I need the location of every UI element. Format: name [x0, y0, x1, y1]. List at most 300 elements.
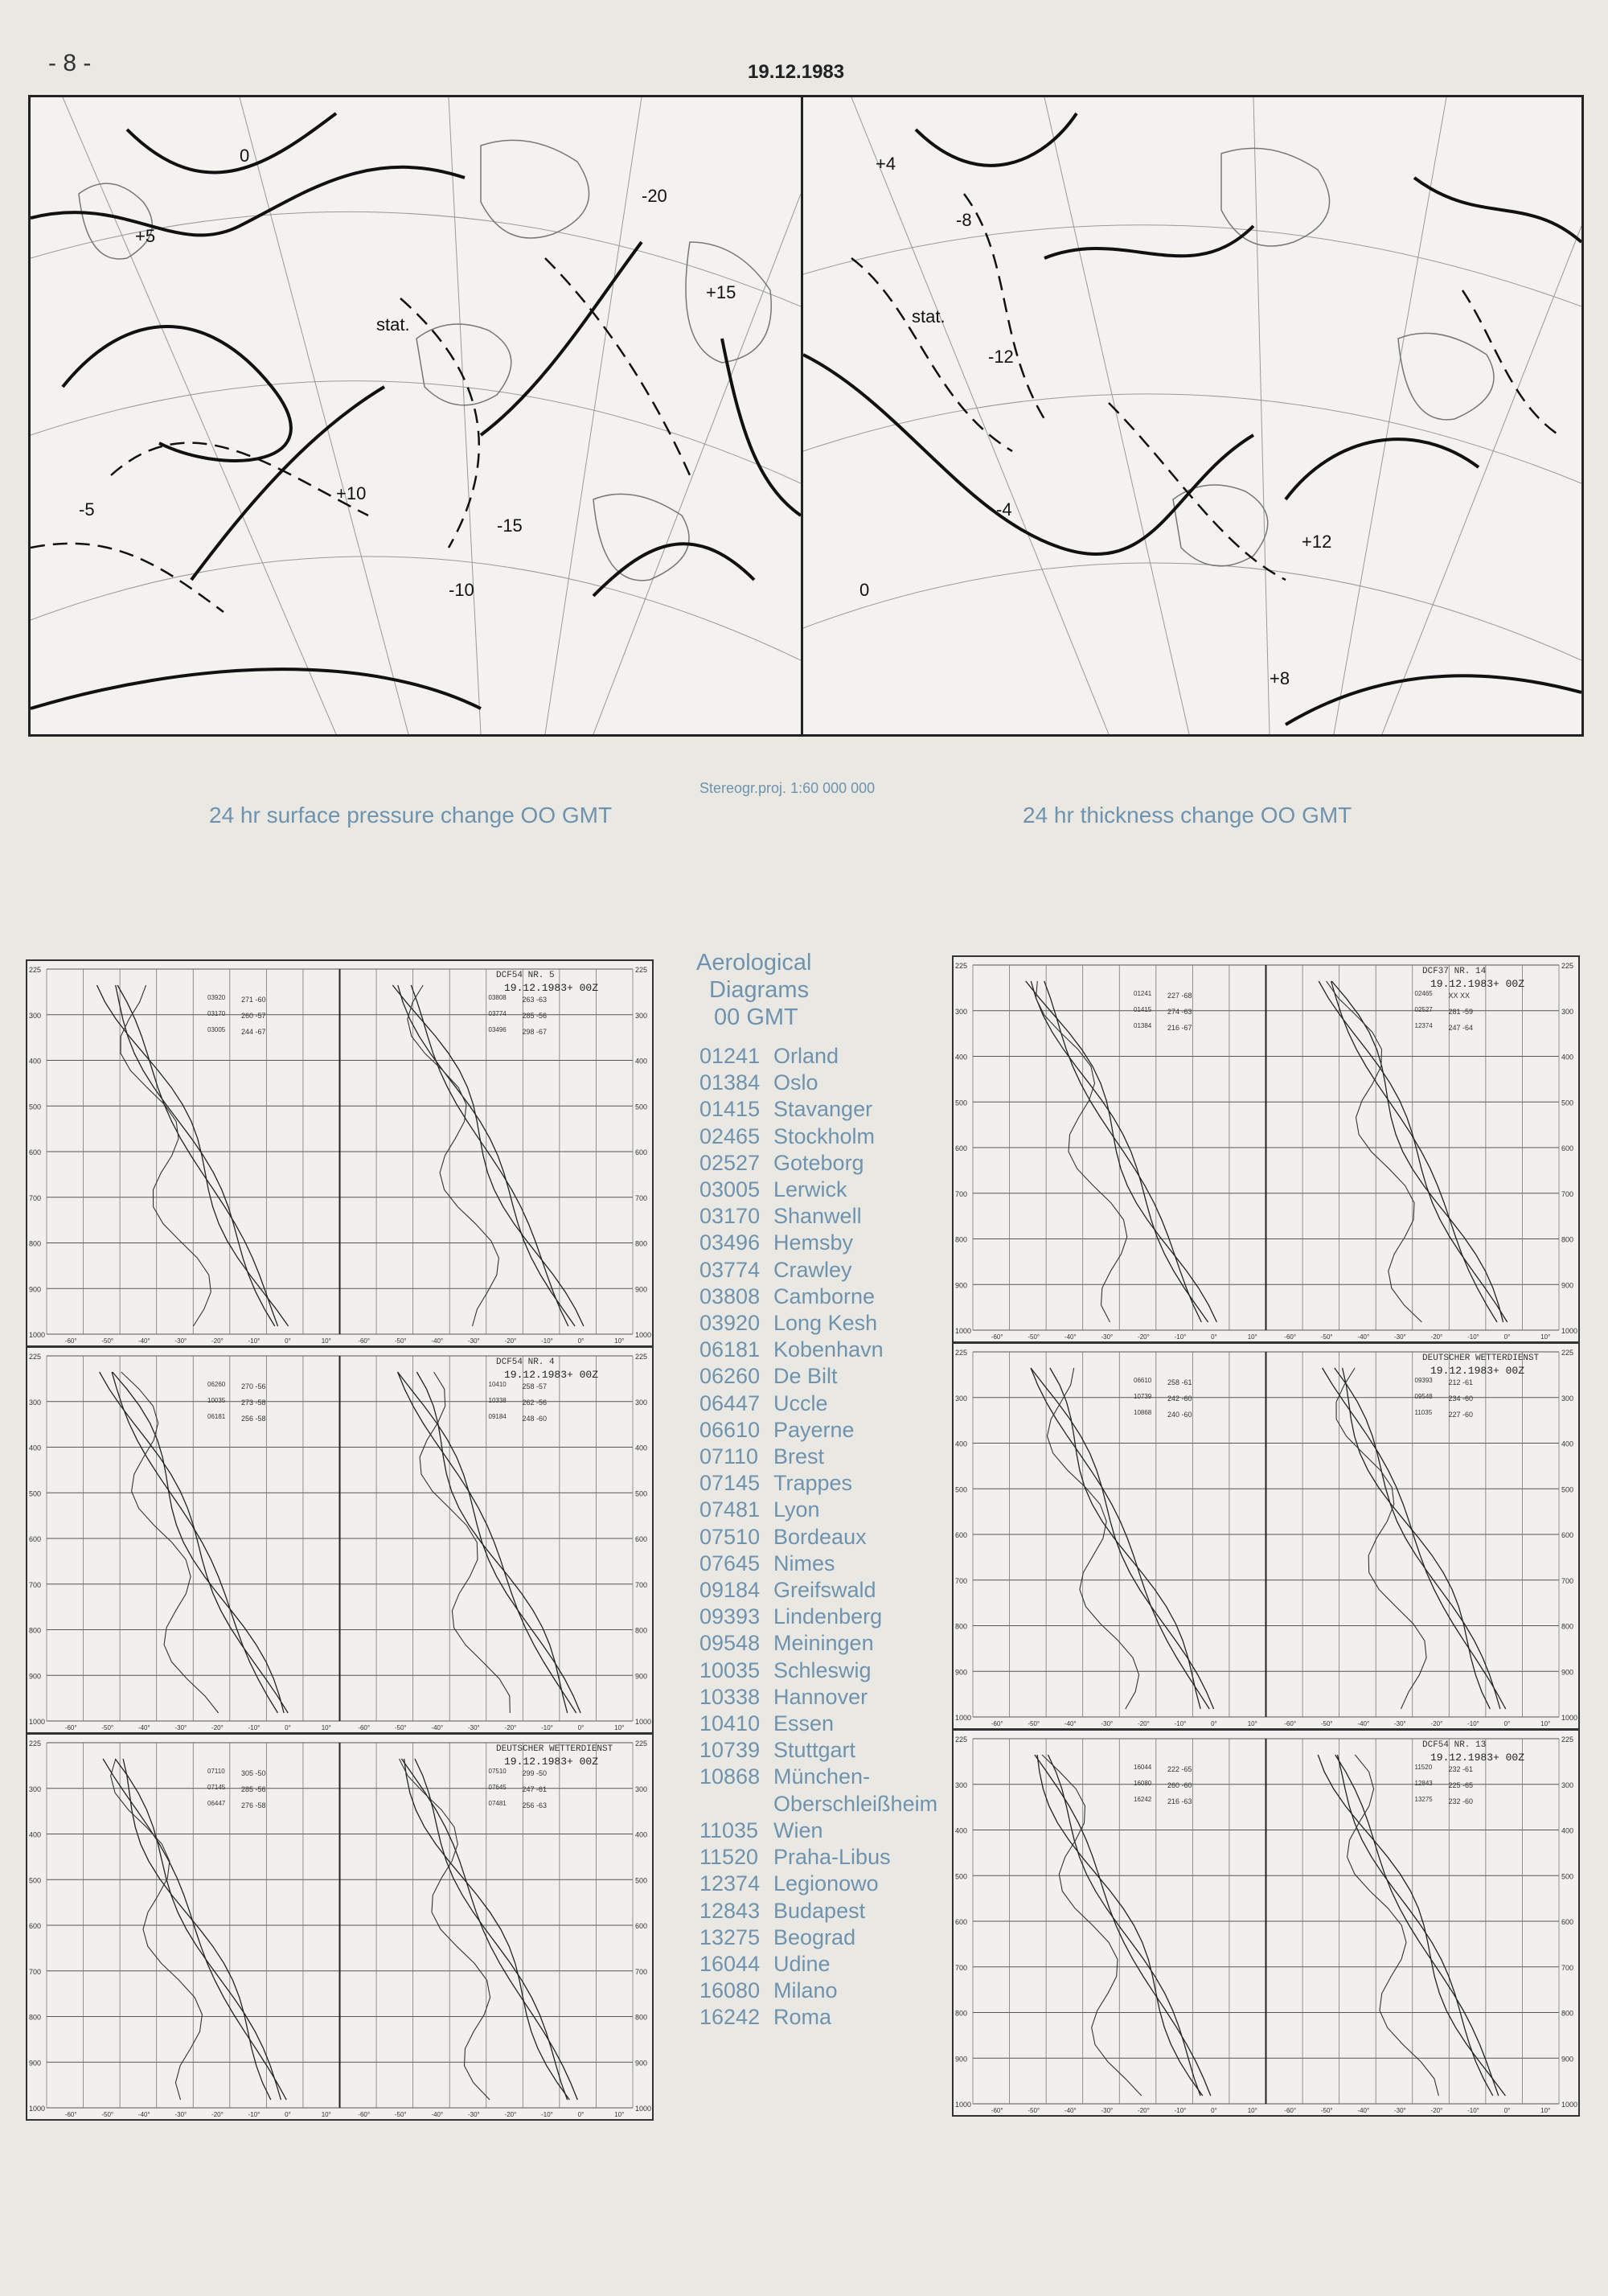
station-id: 07110 — [207, 1768, 225, 1775]
pressure-label: 225 — [955, 1735, 968, 1744]
station-code: 02527 — [699, 1150, 761, 1175]
temp-tick: 10° — [1540, 1720, 1551, 1727]
temp-tick: -50° — [101, 1337, 114, 1345]
station-value: 212 -61 — [1448, 1378, 1474, 1386]
pressure-label-right: 225 — [635, 966, 648, 974]
pressure-label: 300 — [29, 1398, 42, 1407]
temp-tick: -30° — [1393, 2107, 1406, 2114]
temp-tick: -50° — [1320, 2107, 1333, 2114]
dewpoint-curve — [1327, 981, 1422, 1322]
dewpoint-curve — [1348, 1755, 1439, 2096]
station-name: Milano — [773, 1978, 838, 2003]
pressure-label: 300 — [29, 1011, 42, 1020]
station-code: 07110 — [699, 1444, 759, 1469]
temp-tick: -60° — [991, 1720, 1003, 1727]
station-row — [699, 1551, 937, 1577]
station-id: 09184 — [488, 1413, 507, 1420]
pressure-label-right: 700 — [1561, 1963, 1574, 1972]
dewpoint-curve — [1036, 981, 1127, 1322]
temp-tick: -60° — [64, 2111, 77, 2118]
temp-tick: -10° — [248, 2111, 260, 2118]
pressure-label: 1000 — [955, 2101, 972, 2109]
sounding-curve — [116, 985, 275, 1326]
sounding-curve — [1338, 1755, 1493, 2096]
diagram-header: DCF37 NR. 14 — [1422, 967, 1487, 976]
temp-tick: 0° — [577, 1724, 585, 1731]
station-name: Greifswald — [773, 1578, 876, 1603]
pressure-label: 900 — [29, 1285, 42, 1294]
pressure-label-right: 1000 — [635, 1331, 652, 1339]
page-number: - 8 - — [48, 50, 92, 76]
station-name: Uccle — [773, 1390, 828, 1415]
pressure-label: 1000 — [955, 1714, 972, 1722]
station-value: 216 -63 — [1167, 1797, 1192, 1805]
temp-tick: -10° — [541, 1724, 553, 1731]
pressure-label-right: 900 — [635, 1672, 648, 1681]
temp-tick: -60° — [64, 1337, 77, 1345]
station-id: 06260 — [207, 1381, 226, 1388]
station-row — [699, 1978, 937, 2004]
station-value: 285 -56 — [522, 1012, 548, 1020]
pressure-label-right: 1000 — [635, 1718, 652, 1726]
station-code: 09393 — [699, 1604, 761, 1629]
station-value: 240 -60 — [1167, 1411, 1192, 1419]
temp-tick: -50° — [101, 1724, 114, 1731]
pressure-label: 225 — [29, 966, 42, 974]
station-row — [699, 1337, 937, 1363]
station-row — [699, 1657, 937, 1684]
diagram-header: DEUTSCHER WETTERDIENST — [496, 1744, 613, 1754]
station-id: 03005 — [207, 1026, 226, 1033]
pressure-label: 225 — [29, 1739, 42, 1748]
temp-tick: -30° — [174, 1337, 187, 1345]
station-id: 12843 — [1414, 1780, 1433, 1787]
temp-tick: 0° — [1503, 2107, 1511, 2114]
temp-tick: -40° — [1064, 1333, 1077, 1341]
station-id: 01384 — [1134, 1022, 1152, 1029]
label-plus5: +5 — [135, 226, 156, 246]
station-value: 305 -50 — [241, 1769, 266, 1777]
station-id: 11035 — [1414, 1409, 1433, 1416]
temp-tick: -30° — [467, 1337, 480, 1345]
temp-tick: -50° — [394, 1337, 407, 1345]
pressure-label-right: 225 — [1561, 1349, 1574, 1357]
pressure-label-right: 800 — [635, 1626, 648, 1635]
aerological-diagram-3 — [26, 1346, 654, 1734]
pressure-label-right: 700 — [635, 1580, 648, 1589]
station-value: 273 -58 — [241, 1399, 266, 1407]
diagram-date: 19.12.1983+ 00Z — [1430, 978, 1525, 990]
station-value: 227 -68 — [1167, 992, 1192, 1000]
temp-tick: -60° — [358, 1724, 371, 1731]
sounding-curve — [117, 985, 277, 1326]
pressure-label: 500 — [955, 1099, 968, 1107]
pressure-label: 400 — [955, 1826, 968, 1835]
pressure-label: 600 — [955, 1531, 968, 1539]
station-row — [699, 1630, 937, 1657]
station-value: XX XX — [1448, 992, 1471, 1000]
station-code: 10410 — [699, 1711, 761, 1736]
pressure-label-right: 300 — [635, 1785, 648, 1793]
temp-tick: -40° — [137, 2111, 150, 2118]
diagram-header: DCF54 NR. 4 — [496, 1357, 555, 1367]
pressure-label-right: 300 — [635, 1011, 648, 1020]
diagram-header: DCF54 NR. 13 — [1422, 1740, 1487, 1750]
pressure-label: 500 — [955, 1485, 968, 1494]
station-id: 03496 — [488, 1026, 507, 1033]
pressure-label-right: 1000 — [1561, 2101, 1578, 2109]
dewpoint-curve — [408, 985, 499, 1326]
station-row — [699, 1070, 937, 1096]
station-name: Meiningen — [773, 1631, 874, 1656]
station-id: 16044 — [1134, 1764, 1152, 1771]
aerological-diagram-4 — [952, 1342, 1580, 1730]
station-name: Nimes — [773, 1551, 835, 1575]
station-name: Essen — [773, 1711, 835, 1736]
temp-tick: -30° — [174, 1724, 187, 1731]
station-name: Budapest — [773, 1898, 866, 1923]
station-code: 07510 — [699, 1524, 761, 1549]
temp-tick: -10° — [1174, 2107, 1187, 2114]
station-value: 271 -60 — [241, 996, 266, 1004]
station-code: 11035 — [699, 1817, 759, 1842]
pressure-label: 1000 — [29, 1718, 46, 1726]
station-id: 01415 — [1134, 1006, 1152, 1013]
pressure-label-right: 300 — [1561, 1781, 1574, 1789]
station-id: 10035 — [207, 1397, 226, 1404]
diagram-date: 19.12.1983+ 00Z — [504, 982, 599, 994]
pressure-label: 700 — [29, 1580, 42, 1589]
sounding-curve — [1335, 1755, 1499, 2096]
pressure-label: 400 — [29, 1830, 42, 1839]
temp-tick: -30° — [1393, 1333, 1406, 1341]
pressure-label: 900 — [29, 2059, 42, 2068]
station-id: 12374 — [1414, 1022, 1433, 1029]
label-zero: 0 — [240, 146, 250, 166]
pressure-label-right: 400 — [1561, 1053, 1574, 1062]
station-id: 06610 — [1134, 1377, 1152, 1384]
temp-tick: -10° — [1467, 2107, 1479, 2114]
pressure-label: 800 — [955, 1235, 968, 1244]
pressure-label-right: 500 — [635, 1876, 648, 1885]
legend-title-line-3: 00 GMT — [714, 1004, 798, 1030]
temp-tick: -60° — [1284, 1720, 1297, 1727]
diagram-date: 19.12.1983+ 00Z — [504, 1756, 599, 1768]
temp-tick: 0° — [1211, 1720, 1217, 1727]
station-value: 256 -63 — [522, 1801, 548, 1809]
temp-tick: -60° — [358, 2111, 371, 2118]
label-minus15: -15 — [497, 515, 523, 536]
sounding-curve — [1026, 981, 1217, 1322]
station-value: 281 -59 — [1448, 1008, 1474, 1016]
temp-tick: -20° — [211, 2111, 224, 2118]
pressure-label-right: 700 — [1561, 1576, 1574, 1585]
pressure-label-right: 300 — [635, 1398, 648, 1407]
pressure-label-right: 800 — [635, 1239, 648, 1248]
pressure-label-right: 225 — [1561, 962, 1574, 970]
aerological-diagram-5 — [26, 1733, 654, 2121]
temp-tick: 0° — [285, 1724, 291, 1731]
temp-tick: -60° — [1284, 1333, 1297, 1341]
temp-tick: -30° — [174, 2111, 187, 2118]
temp-tick: -10° — [541, 1337, 553, 1345]
dewpoint-curve — [1336, 1368, 1426, 1709]
label-plus12: +12 — [1302, 532, 1332, 552]
station-row — [699, 1844, 937, 1871]
label-minus10: -10 — [449, 580, 474, 600]
station-row — [699, 1363, 937, 1390]
pressure-label: 700 — [955, 1576, 968, 1585]
pressure-label-right: 900 — [1561, 1281, 1574, 1290]
station-value: 270 -56 — [241, 1382, 266, 1390]
station-row — [699, 1577, 937, 1604]
station-code: 06447 — [699, 1390, 761, 1415]
thickness-change-map — [801, 95, 1584, 737]
diagram-date: 19.12.1983+ 00Z — [1430, 1365, 1525, 1377]
pressure-label-right: 900 — [635, 1285, 648, 1294]
pressure-label-right: 800 — [1561, 1622, 1574, 1631]
diagram-date: 19.12.1983+ 00Z — [1430, 1752, 1525, 1764]
station-row — [699, 1737, 937, 1764]
pressure-label: 1000 — [955, 1327, 972, 1335]
dewpoint-curve — [121, 985, 211, 1326]
pressure-label: 300 — [955, 1394, 968, 1403]
station-id: 07481 — [488, 1800, 507, 1807]
label-minus20: -20 — [642, 186, 667, 206]
station-name: Lyon — [773, 1497, 820, 1522]
sounding-curve — [404, 1759, 570, 2100]
diagram-header: DCF54 NR. 5 — [496, 971, 555, 980]
station-id: 02527 — [1414, 1006, 1433, 1013]
station-row — [699, 1924, 937, 1951]
pressure-label: 300 — [955, 1781, 968, 1789]
station-name: Udine — [773, 1951, 831, 1976]
station-name: München- — [773, 1764, 871, 1789]
label-zero: 0 — [859, 580, 870, 600]
aerological-diagram-6 — [952, 1729, 1580, 2117]
temp-tick: -30° — [467, 2111, 480, 2118]
station-id: 09548 — [1414, 1393, 1433, 1400]
temp-tick: -60° — [1284, 2107, 1297, 2114]
pressure-label-right: 225 — [635, 1353, 648, 1361]
station-name: Beograd — [773, 1924, 856, 1949]
temp-tick: -50° — [1320, 1720, 1333, 1727]
pressure-label-right: 900 — [1561, 1668, 1574, 1677]
pressure-label-right: 800 — [1561, 1235, 1574, 1244]
temp-tick: -30° — [1101, 2107, 1114, 2114]
temp-tick: -20° — [1430, 1333, 1443, 1341]
station-name: Lerwick — [773, 1177, 847, 1202]
temp-tick: 0° — [577, 1337, 585, 1345]
temp-tick: -50° — [101, 2111, 114, 2118]
temp-tick: -60° — [64, 1724, 77, 1731]
temp-tick: -20° — [1138, 1720, 1150, 1727]
temp-tick: -10° — [1174, 1720, 1187, 1727]
station-id: 03170 — [207, 1010, 226, 1017]
label-plus10: +10 — [336, 483, 367, 503]
dewpoint-curve — [420, 1372, 510, 1713]
station-value: 256 -58 — [241, 1415, 266, 1423]
station-code: 01241 — [699, 1044, 761, 1068]
station-value: 298 -67 — [522, 1028, 548, 1036]
station-code: 13275 — [699, 1924, 761, 1949]
station-row — [699, 1470, 937, 1497]
station-value: 242 -60 — [1167, 1394, 1192, 1403]
pressure-label-right: 600 — [635, 1535, 648, 1543]
pressure-label: 400 — [955, 1440, 968, 1448]
station-name: De Bilt — [773, 1364, 838, 1389]
sounding-curve — [1343, 1368, 1491, 1709]
station-code — [699, 1791, 773, 1817]
sounding-curve — [103, 1759, 286, 2100]
pressure-label-right: 500 — [1561, 1872, 1574, 1881]
pressure-label: 500 — [29, 1876, 42, 1885]
pressure-label: 500 — [955, 1872, 968, 1881]
pressure-label-right: 1000 — [1561, 1714, 1578, 1722]
station-code: 10739 — [699, 1738, 761, 1763]
temp-tick: 0° — [577, 2111, 585, 2118]
station-name: Goteborg — [773, 1150, 864, 1175]
station-value: 285 -56 — [241, 1785, 266, 1793]
station-id: 16080 — [1134, 1780, 1152, 1787]
temp-tick: -50° — [394, 1724, 407, 1731]
station-id: 16242 — [1134, 1796, 1152, 1803]
station-code: 16242 — [699, 2005, 761, 2030]
station-value: 222 -65 — [1167, 1765, 1192, 1773]
diagram-header: DEUTSCHER WETTERDIENST — [1422, 1353, 1540, 1363]
pressure-label: 900 — [955, 2055, 968, 2064]
projection-note: Stereogr.proj. 1:60 000 000 — [699, 780, 876, 796]
station-value: 227 -60 — [1448, 1411, 1474, 1419]
diagram-date: 19.12.1983+ 00Z — [504, 1369, 599, 1381]
station-code: 09184 — [699, 1578, 761, 1603]
pressure-label: 700 — [955, 1189, 968, 1198]
temp-tick: -40° — [1357, 2107, 1370, 2114]
aerological-diagram-2 — [952, 955, 1580, 1343]
station-row — [699, 1150, 937, 1177]
station-code: 01415 — [699, 1097, 761, 1122]
station-value: 262 -56 — [522, 1399, 548, 1407]
pressure-label: 700 — [29, 1193, 42, 1202]
station-value: 258 -61 — [1167, 1378, 1192, 1386]
station-name: Wien — [773, 1817, 823, 1842]
label-minus5: -5 — [79, 499, 95, 520]
pressure-label-right: 225 — [635, 1739, 648, 1748]
pressure-label: 800 — [955, 1622, 968, 1631]
pressure-label-right: 225 — [1561, 1735, 1574, 1744]
sounding-curve — [416, 1372, 567, 1713]
pressure-label: 225 — [955, 1349, 968, 1357]
station-value: 244 -67 — [241, 1028, 266, 1036]
surface-pressure-map-drawing — [31, 97, 801, 734]
label-stat: stat. — [912, 306, 946, 327]
station-id: 10338 — [488, 1397, 507, 1404]
sounding-curve — [1318, 1755, 1505, 2096]
pressure-label-right: 300 — [1561, 1394, 1574, 1403]
temp-tick: -30° — [467, 1724, 480, 1731]
station-row — [699, 1096, 937, 1123]
station-code: 03774 — [699, 1257, 761, 1282]
temp-tick: -60° — [991, 2107, 1003, 2114]
sounding-curve — [1319, 981, 1508, 1322]
pressure-label: 600 — [955, 1918, 968, 1926]
station-name: Hemsby — [773, 1230, 854, 1255]
station-name: Stockholm — [773, 1123, 876, 1148]
temp-tick: 10° — [1540, 1333, 1551, 1341]
station-value: 276 -58 — [241, 1801, 266, 1809]
station-name: Crawley — [773, 1257, 852, 1282]
sounding-curve — [1031, 1368, 1214, 1709]
station-row — [699, 1898, 937, 1924]
temp-tick: -20° — [211, 1337, 224, 1345]
station-code: 06610 — [699, 1417, 761, 1442]
temp-tick: -20° — [504, 1724, 517, 1731]
station-id: 13275 — [1414, 1796, 1433, 1803]
surface-pressure-change-map — [28, 95, 803, 737]
sounding-curve — [1037, 1755, 1203, 2096]
station-row — [699, 1123, 937, 1150]
pressure-label: 800 — [29, 1239, 42, 1248]
station-id: 03920 — [207, 994, 226, 1001]
pressure-label-right: 400 — [1561, 1826, 1574, 1835]
station-code: 06181 — [699, 1337, 761, 1362]
sounding-curve — [398, 1372, 581, 1713]
station-id: 02465 — [1414, 990, 1433, 997]
temp-tick: -40° — [431, 1337, 444, 1345]
sounding-curve — [1323, 1368, 1506, 1709]
station-code: 12374 — [699, 1871, 761, 1896]
sounding-curve — [100, 1372, 289, 1713]
pressure-label-right: 700 — [635, 1193, 648, 1202]
station-name: Long Kesh — [773, 1311, 878, 1336]
station-id: 10410 — [488, 1381, 507, 1388]
station-name: Schleswig — [773, 1657, 872, 1682]
pressure-label-right: 600 — [1561, 1918, 1574, 1926]
station-row — [699, 1764, 937, 1790]
station-id: 06447 — [207, 1800, 226, 1807]
temp-tick: -20° — [504, 2111, 517, 2118]
pressure-label-right: 400 — [635, 1830, 648, 1839]
station-code: 03005 — [699, 1177, 761, 1202]
pressure-label-right: 500 — [635, 1103, 648, 1111]
pressure-label-right: 800 — [635, 2013, 648, 2022]
station-code: 03808 — [699, 1284, 761, 1308]
temp-tick: -40° — [1357, 1333, 1370, 1341]
station-id: 11520 — [1414, 1764, 1433, 1771]
station-row — [699, 1791, 937, 1817]
station-code: 07481 — [699, 1497, 761, 1522]
temp-tick: 0° — [285, 1337, 291, 1345]
station-value: 232 -60 — [1448, 1797, 1474, 1805]
temp-tick: 10° — [614, 2111, 625, 2118]
pressure-label-right: 600 — [635, 1148, 648, 1156]
station-row — [699, 1711, 937, 1737]
temp-tick: -10° — [248, 1337, 260, 1345]
temp-tick: 0° — [1503, 1333, 1511, 1341]
station-row — [699, 1230, 937, 1256]
station-row — [699, 1524, 937, 1551]
station-value: 247 -64 — [1448, 1024, 1474, 1032]
pressure-label: 800 — [955, 2009, 968, 2018]
temp-tick: 10° — [321, 2111, 331, 2118]
sounding-curve — [1044, 981, 1202, 1322]
temp-tick: -40° — [1357, 1720, 1370, 1727]
sounding-curve — [415, 1759, 568, 2100]
sounding-curve — [1048, 1755, 1201, 2096]
temp-tick: -20° — [504, 1337, 517, 1345]
station-name: Oslo — [773, 1070, 818, 1095]
page-date: 19.12.1983 — [748, 61, 845, 83]
